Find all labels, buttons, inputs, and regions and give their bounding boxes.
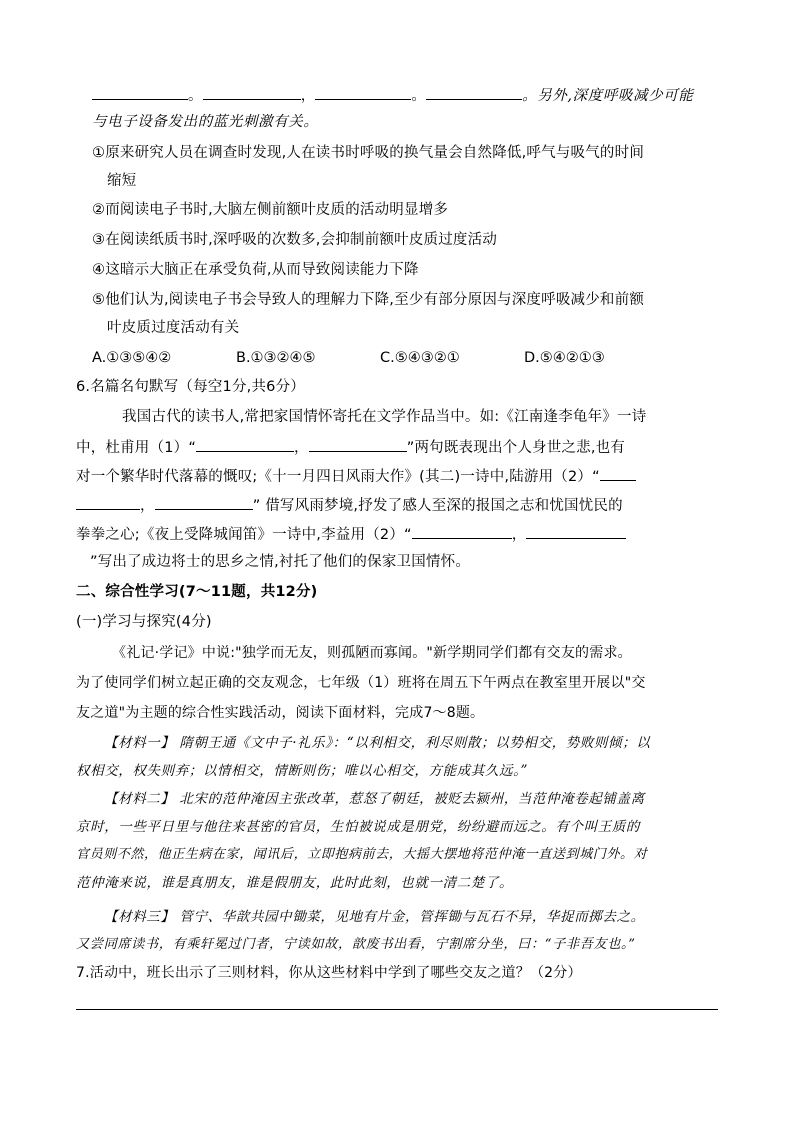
answer-blank[interactable] [196,436,294,452]
q6-title: 6.名篇名句默写（每空1分,共6分） [76,379,305,395]
intro-para-line-2: 为了使同学们树立起正确的交友观念，七年级（1）班将在周五下午两点在教室里开展以"交 [76,675,646,691]
q5-sentence-line-1 [92,84,693,106]
option-b[interactable]: B.①③②④⑤ [236,350,316,366]
q5-item-3: ③在阅读纸质书时,深呼吸的次数多,会抑制前额叶皮质过度活动 [92,232,498,248]
answer-blank[interactable] [526,523,626,539]
punct: 。 [411,88,427,104]
answer-blank[interactable] [76,494,140,510]
q5-item-5-cont: 叶皮质过度活动有关 [107,320,240,336]
answer-rule-line[interactable] [76,1009,718,1010]
section-2-subheading: (一)学习与探究(4分) [76,614,212,630]
q5-item-2: ②而阅读电子书时,大脑左侧前额叶皮质的活动明显增多 [92,202,449,218]
answer-blank[interactable] [203,84,301,100]
material-1-line-2: 权相交，权失则弃；以情相交，情断则伤；唯以心相交，方能成其久远。” [76,763,528,779]
q6-line-3: 对一个繁华时代落幕的慨叹;《十一月四日风雨大作》(其二)一诗中,陆游用（2）“ [76,465,636,487]
q7-prompt: 7.活动中，班长出示了三则材料，你从这些材料中学到了哪些交友之道？（2分） [76,965,582,981]
q5-item-4: ④这暗示大脑正在承受负荷,从而导致阅读能力下降 [92,262,419,278]
q6-line-1: 我国古代的读书人,常把家国情怀寄托在文学作品当中。如:《江南逢李龟年》一诗 [122,409,647,425]
answer-blank[interactable] [426,84,522,100]
material-2-line-3: 官员则不然，他正生病在家，闻讯后，立即抱病前去，大摇大摆地将范仲淹一直送到城门外。对 [76,847,648,862]
material-1-line-1: 【材料一】 隋朝王通《文中子·礼乐》：“以利相交，利尽则散；以势相交，势败则倾；以 [104,735,651,751]
answer-blank[interactable] [315,84,411,100]
answer-blank[interactable] [309,436,407,452]
q5-item-5: ⑤他们认为,阅读电子书会导致人的理解力下降,至少有部分原因与深度呼吸减少和前额 [92,292,645,308]
option-d[interactable]: D.⑤④②①③ [524,350,605,366]
answer-blank[interactable] [155,494,253,510]
punct: ， [300,88,316,104]
answer-blank[interactable] [412,523,512,539]
q5-sentence-tail: 。另外,深度呼吸减少可能 [522,88,694,104]
intro-para-line-3: 友之道"为主题的综合性实践活动，阅读下面材料，完成7～8题。 [76,705,485,721]
q5-item-1-cont: 缩短 [107,173,137,189]
material-2-line-2: 京时，一些平日里与他往来甚密的官员，生怕被说成是朋党，纷纷避而远之。有个叫王质的 [76,819,640,835]
option-a[interactable]: A.①③⑤④② [92,350,172,366]
option-c[interactable]: C.⑤④③②① [380,350,460,366]
section-2-heading: 二、综合性学习(7～11题，共12分) [76,584,318,600]
q6-line-6: ”写出了成边将士的思乡之情,衬托了他们的保家卫国情怀。 [90,554,471,570]
q6-line-2: 中，杜甫用（1）“ ， ”两句既表现出个人身世之悲,也有 [76,436,625,458]
punct: 。 [188,88,203,104]
material-2-line-1: 【材料二】 北宋的范仲淹因主张改革，惹怒了朝廷，被贬去颍州，当范仲淹卷起铺盖离 [104,791,645,807]
material-2-line-4: 范仲淹来说，谁是真朋友，谁是假朋友，此时此刻，也就一清二楚了。 [76,875,514,891]
q6-line-4: ， ” 借写风雨梦境,抒发了感人至深的报国之志和忧国忧民的 [76,494,623,516]
intro-para-line-1: 《礼记·学记》中说:"独学而无友，则孤陋而寡闻。"新学期同学们都有交友的需求。 [112,645,632,661]
answer-blank[interactable] [600,465,636,481]
q6-line-5: 拳拳之心;《夜上受降城闻笛》一诗中,李益用（2）“ ， [76,523,626,545]
q5-item-1: ①原来研究人员在调查时发现,人在读书时呼吸的换气量会自然降低,呼气与吸气的时间 [92,145,645,161]
answer-blank[interactable] [92,84,188,100]
material-3-line-1: 【材料三】 管宁、华歆共园中锄菜，见地有片金，管挥锄与瓦石不异，华捉而掷去之。 [104,909,645,925]
material-3-line-2: 又尝同席读书，有乘轩冕过门者，宁读如故，歆废书出看，宁割席分坐，曰：“子非吾友也。” [76,937,636,952]
q5-sentence-line-2: 与电子设备发出的蓝光刺激有关。 [92,114,319,130]
